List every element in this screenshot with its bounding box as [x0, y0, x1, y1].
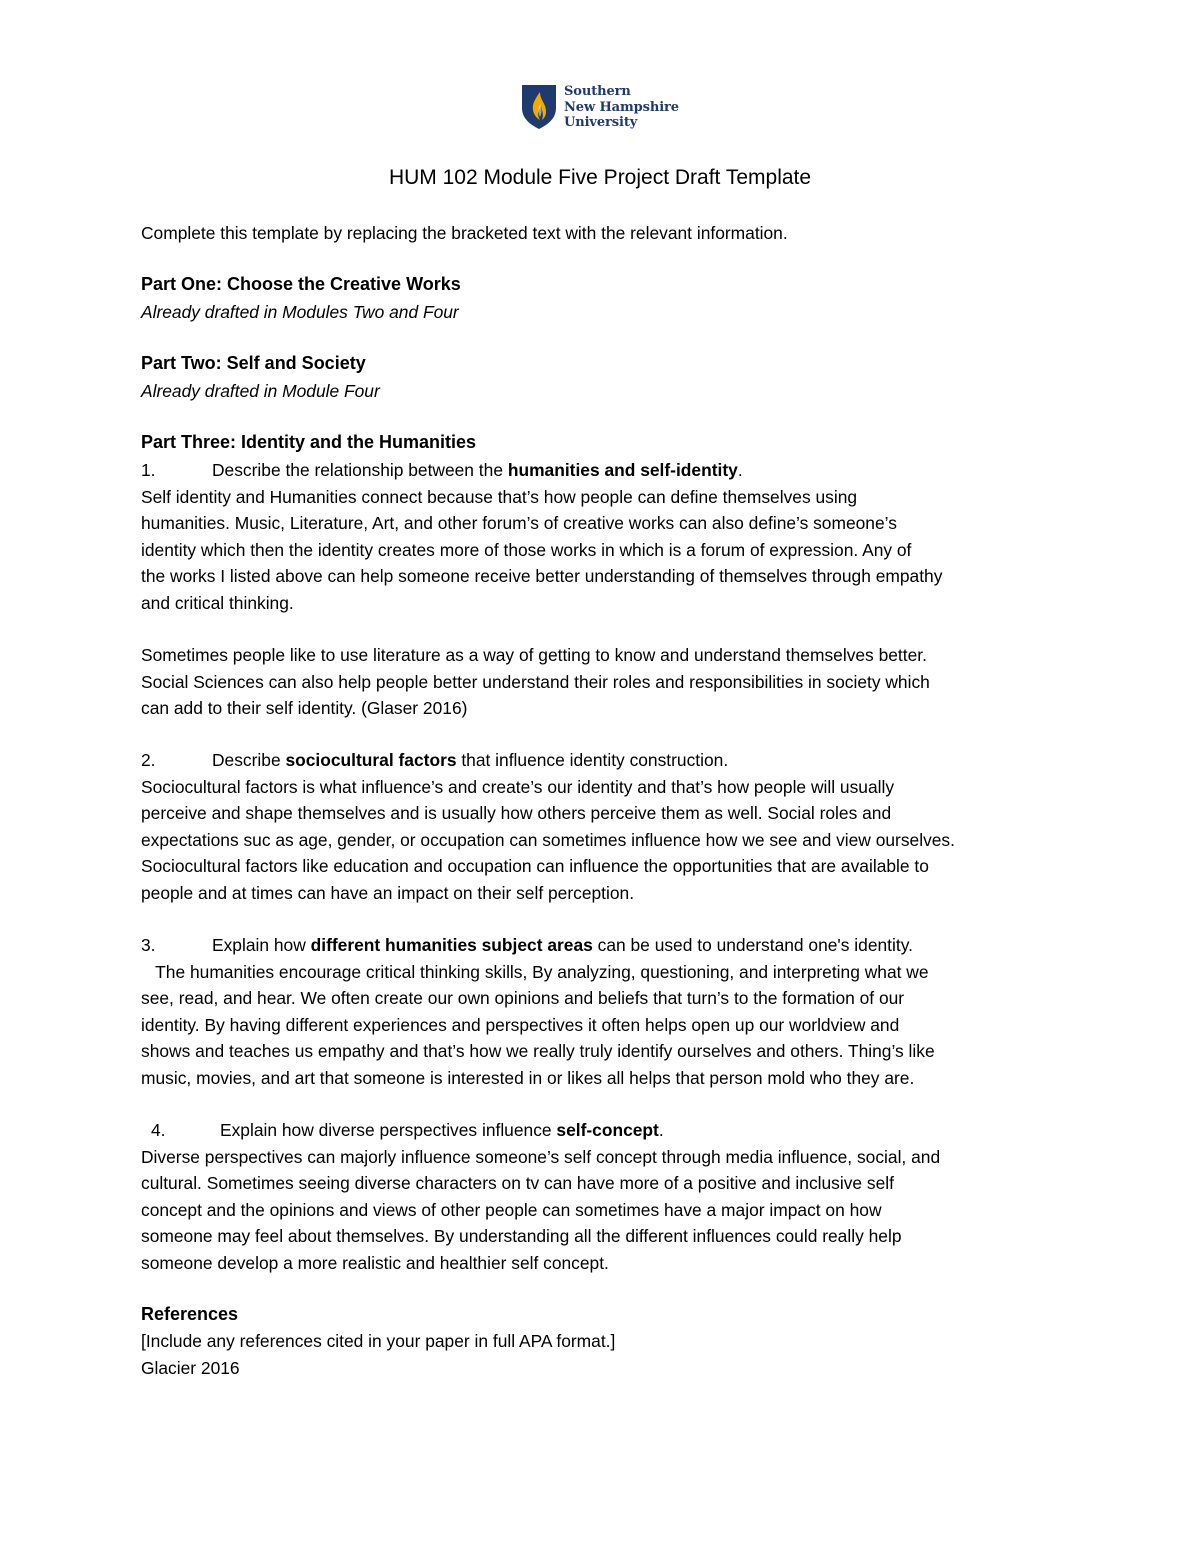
document-title: HUM 102 Module Five Project Draft Template [388, 166, 812, 189]
q4-answer-line: Diverse perspectives can majorly influence someone’s self concept through media influence, social, and [141, 1147, 941, 1167]
prompt-text: . [737, 460, 743, 480]
prompt-text: . [658, 1120, 664, 1140]
reference-entry: Glacier 2016 [141, 1358, 240, 1378]
q2-answer-line: people and at times can have an impact on their self perception. [141, 883, 635, 903]
logo-wordmark [564, 84, 679, 131]
q4-answer-line: someone develop a more realistic and healthier self concept. [141, 1253, 609, 1273]
q3-answer-line: see, read, and hear. We often create our own opinions and beliefs that turn’s to the formation of our [141, 988, 905, 1008]
q2-answer-line: Sociocultural factors is what influence’s and create’s our identity and that’s how people will usually [141, 777, 895, 797]
q1-answer-line: Sometimes people like to use literature as a way of getting to know and understand themselves better. [141, 645, 927, 665]
q4-answer-line: someone may feel about themselves. By understanding all the different influences could really help [141, 1226, 902, 1246]
q2-answer-line: perceive and shape themselves and is usually how others perceive them as well. Social roles and [141, 803, 892, 823]
flame-shield-icon [521, 84, 557, 130]
prompt-text: Describe [212, 750, 286, 770]
q3-answer-line: The humanities encourage critical thinking skills, By analyzing, questioning, and interpreting what we [141, 962, 929, 982]
question-number: 2. [141, 750, 156, 770]
q1-answer-line: Social Sciences can also help people better understand their roles and responsibilities in society which [141, 672, 930, 692]
question-number: 4. [151, 1120, 166, 1140]
question-4-prompt [151, 1117, 664, 1143]
q2-answer-line: expectations suc as age, gender, or occupation can sometimes influence how we see and view ourselves. [141, 830, 955, 850]
q1-answer-line: the works I listed above can help someone receive better understanding of themselves through empathy [141, 566, 943, 586]
logo-line-3: University [564, 115, 638, 130]
question-1-prompt [141, 457, 743, 483]
part-one-note: Already drafted in Modules Two and Four [141, 302, 459, 322]
q3-answer-line: identity. By having different experiences and perspectives it often helps open up our worldview and [141, 1015, 900, 1035]
prompt-text: Describe the relationship between the [212, 460, 508, 480]
prompt-text: Explain how diverse perspectives influence [220, 1120, 557, 1140]
q3-answer-line: shows and teaches us empathy and that’s how we really truly identify ourselves and others. Thing’s like [141, 1041, 935, 1061]
prompt-emphasis: self-concept [556, 1120, 659, 1140]
references-heading: References [141, 1304, 239, 1324]
q4-answer-line: concept and the opinions and views of other people can sometimes have a major impact on how [141, 1200, 882, 1220]
q1-answer-line: humanities. Music, Literature, Art, and other forum’s of creative works can also define’s someone’s [141, 513, 897, 533]
references-note: [Include any references cited in your paper in full APA format.] [141, 1331, 616, 1351]
part-two-heading: Part Two: Self and Society [141, 353, 366, 373]
prompt-text: Explain how [212, 935, 311, 955]
q3-answer-line: music, movies, and art that someone is interested in or likes all helps that person mold who they are. [141, 1068, 915, 1088]
question-2-prompt [141, 747, 728, 773]
university-logo [521, 84, 679, 131]
q1-answer-line: identity which then the identity creates more of those works in which is a forum of expression. Any of [141, 540, 912, 560]
prompt-emphasis: humanities and self-identity [507, 460, 738, 480]
question-number: 1. [141, 460, 156, 480]
prompt-text: that influence identity construction. [456, 750, 729, 770]
prompt-emphasis: different humanities subject areas [310, 935, 593, 955]
part-one-heading: Part One: Choose the Creative Works [141, 274, 461, 294]
part-two-note: Already drafted in Module Four [141, 381, 380, 401]
q1-answer-line: Self identity and Humanities connect because that’s how people can define themselves using [141, 487, 858, 507]
q1-answer-line: can add to their self identity. (Glaser 2016) [141, 698, 468, 718]
instructions-text: Complete this template by replacing the bracketed text with the relevant information. [141, 223, 788, 243]
part-three-heading: Part Three: Identity and the Humanities [141, 432, 477, 452]
q4-answer-line: cultural. Sometimes seeing diverse characters on tv can have more of a positive and inclusive self [141, 1173, 894, 1193]
logo-line-1: Southern [564, 84, 631, 99]
question-number: 3. [141, 935, 156, 955]
q2-answer-line: Sociocultural factors like education and occupation can influence the opportunities that are available to [141, 856, 929, 876]
question-3-prompt [141, 932, 913, 958]
prompt-text: can be used to understand one's identity. [592, 935, 913, 955]
logo-line-2: New Hampshire [564, 99, 679, 115]
q1-answer-line: and critical thinking. [141, 593, 294, 613]
prompt-emphasis: sociocultural factors [285, 750, 457, 770]
